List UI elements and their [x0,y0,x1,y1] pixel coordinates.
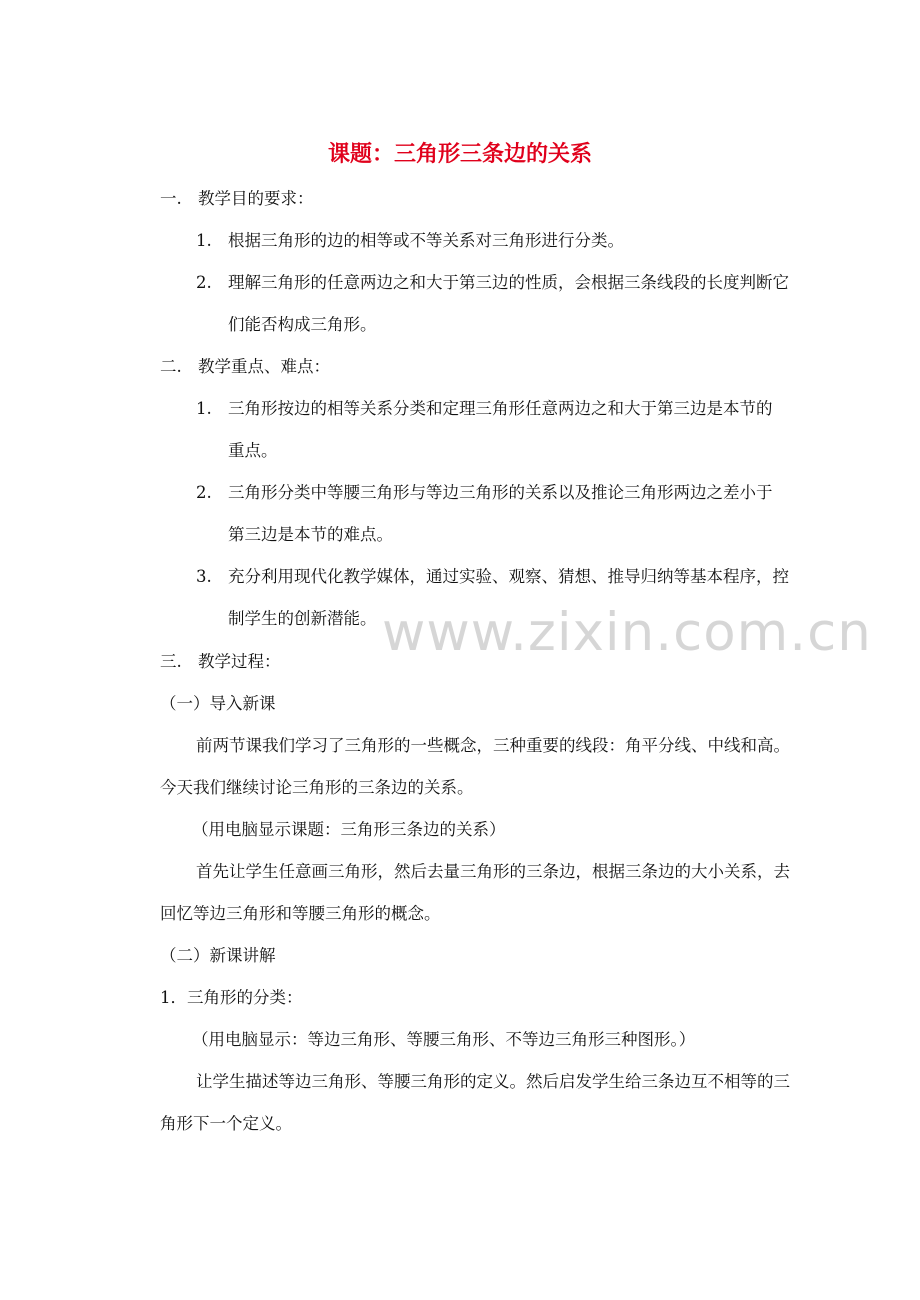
item-number: 2. [196,273,212,292]
section-2-item-2-cont: 第三边是本节的难点。 [228,525,393,544]
item-number: 3. [196,567,212,586]
section-1-item-1 [196,229,624,253]
section-1-heading [160,187,314,211]
section-2-item-1-cont: 重点。 [228,441,278,460]
section-1-item-2-cont: 们能否构成三角形。 [228,315,377,334]
paragraph-4: （用电脑显示：等边三角形、等腰三角形、不等边三角形三种图形。） [192,1030,696,1049]
section-1-title: 教学目的要求： [198,189,314,208]
paragraph-3: 首先让学生任意画三角形，然后去量三角形的三条边，根据三条边的大小关系，去 [196,862,790,881]
section-2-item-3 [196,565,789,589]
paragraph-1-cont: 今天我们继续讨论三角形的三条边的关系。 [160,778,474,797]
section-2-item-3-cont: 制学生的创新潜能。 [228,609,377,628]
section-2-item-1 [196,397,773,421]
paragraph-2: （用电脑显示课题：三角形三条边的关系） [192,820,506,839]
paragraph-3-cont: 回忆等边三角形和等腰三角形的概念。 [160,904,441,923]
item-text: 充分利用现代化教学媒体，通过实验、观察、猜想、推导归纳等基本程序，控 [228,567,789,586]
item-number: 1. [196,399,212,418]
item-text: 理解三角形的任意两边之和大于第三边的性质，会根据三条线段的长度判断它 [228,273,789,292]
item-text: 根据三角形的边的相等或不等关系对三角形进行分类。 [228,231,624,250]
paragraph-5: 让学生描述等边三角形、等腰三角形的定义。然后启发学生给三条边互不相等的三 [196,1072,790,1091]
point-1-heading: 1．三角形的分类： [160,988,303,1007]
page-title: 课题：三角形三条边的关系 [327,142,592,167]
subsection-2-heading: （二）新课讲解 [160,946,276,965]
item-text: 三角形分类中等腰三角形与等边三角形的关系以及推论三角形两边之差小于 [228,483,773,502]
section-2-item-2 [196,481,773,505]
section-3-number: 三. [160,652,182,671]
subsection-1-heading: （一）导入新课 [160,694,276,713]
item-number: 2. [196,483,212,502]
paragraph-1: 前两节课我们学习了三角形的一些概念，三种重要的线段：角平分线、中线和高。 [196,736,790,755]
watermark: www.zixin.com.cn [382,602,872,663]
paragraph-5-cont: 角形下一个定义。 [160,1114,292,1133]
section-2-title: 教学重点、难点： [198,357,330,376]
section-2-heading [160,355,330,379]
section-3-title: 教学过程： [198,652,281,671]
section-3-heading [160,650,281,674]
section-1-number: 一. [160,189,182,208]
item-number: 1. [196,231,212,250]
item-text: 三角形按边的相等关系分类和定理三角形任意两边之和大于第三边是本节的 [228,399,773,418]
section-2-number: 二. [160,357,182,376]
section-1-item-2 [196,271,789,295]
